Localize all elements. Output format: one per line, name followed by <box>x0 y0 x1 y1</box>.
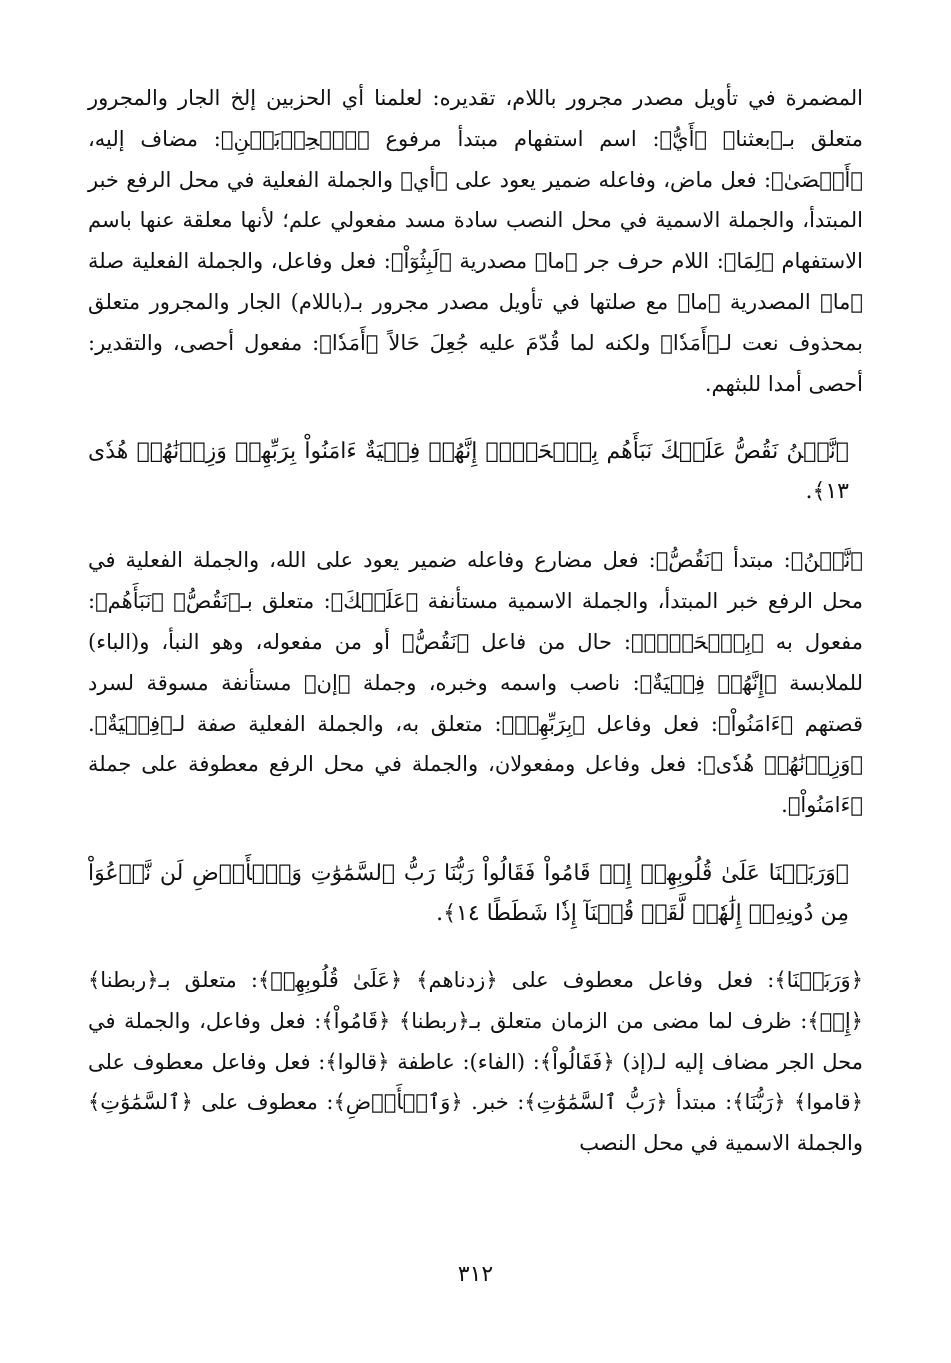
page-number: ٣١٢ <box>457 1262 494 1287</box>
quran-verse-13: ﴿نَّحۡنُ نَقُصُّ عَلَيۡكَ نَبَأَهُم بِٱلۡحَقِّۚ إِنَّهُمۡ فِتۡيَةٌ ءَامَنُواْ بِرَبِّهِمۡ وَزِدۡنَٰهُمۡ هُدٗى ١٣﴾. <box>88 439 849 505</box>
commentary-paragraph: ﴿وَرَبَطۡنَا﴾: فعل وفاعل معطوف على ﴿زدناهم﴾ ﴿عَلَىٰ قُلُوبِهِمۡ﴾: متعلق بـ﴿ربطنا﴾ ﴿إِذۡ﴾: ظرف لما مضى من الزمان متعلق بـ﴿ربطنا﴾ ﴿قَامُواْ﴾: فعل وفاعل، والجملة في محل الجر مضاف إليه لـ(إذ) ﴿فَقَالُواْ﴾: (الفاء): عاطفة ﴿قالوا﴾: فعل وفاعل معطوف على ﴿قاموا﴾ ﴿رَبُّنَا﴾: مبتدأ ﴿رَبُّ ٱلسَّمَٰوَٰتِ﴾: خبر. ﴿وَٱلۡأَرۡضِ﴾: معطوف على ﴿ٱلسَّمَٰوَٰتِ﴾ والجملة الاسمية في محل النصب <box>88 967 863 1156</box>
commentary-paragraph: المضمرة في تأويل مصدر مجرور باللام، تقديره: لعلمنا أي الحزبين إلخ الجار والمجرور متعلق بـ﴿بعثنا﴾ ﴿أَيُّ﴾: اسم استفهام مبتدأ مرفوع ﴿ٱلۡحِزۡبَيۡنِ﴾: مضاف إليه، ﴿أَحۡصَىٰ﴾: فعل ماض، وفاعله ضمير يعود على ﴿أي﴾ والجملة الفعلية في محل الرفع خبر المبتدأ، والجملة الاسمية في محل النصب سادة مسد مفعولي علم؛ لأنها معلقة عنها باسم الاستفهام ﴿لِمَا﴾: اللام حرف جر ﴿ما﴾ مصدرية ﴿لَبِثُوٓاْ﴾: فعل وفاعل، والجملة الفعلية صلة ﴿ما﴾ المصدرية ﴿ما﴾ مع صلتها في تأويل مصدر مجرور بـ(باللام) الجار والمجرور متعلق بمحذوف نعت لـ﴿أَمَدٗا﴾ ولكنه لما قُدّمَ عليه جُعِلَ حَالاً ﴿أَمَدٗا﴾: مفعول أحصى، والتقدير: أحصى أمدا للبثهم. <box>88 86 863 396</box>
commentary-paragraph: ﴿نَّحۡنُ﴾: مبتدأ ﴿نَقُصُّ﴾: فعل مضارع وفاعله ضمير يعود على الله، والجملة الفعلية في محل الرفع خبر المبتدأ، والجملة الاسمية مستأنفة ﴿عَلَيۡكَ﴾: متعلق بـ﴿نَقُصُّ﴾ ﴿نَبَأَهُم﴾: مفعول به ﴿بِٱلۡحَقِّۚ﴾: حال من فاعل ﴿نَقُصُّ﴾ أو من مفعوله، وهو النبأ، و(الباء) للملابسة ﴿إِنَّهُمۡ فِتۡيَةٌ﴾: ناصب واسمه وخبره، وجملة ﴿إن﴾ مستأنفة مسوقة لسرد قصتهم ﴿ءَامَنُواْ﴾: فعل وفاعل ﴿بِرَبِّهِمۡ﴾: متعلق به، والجملة الفعلية صفة لـ﴿فِتۡيَةٌ﴾. ﴿وَزِدۡنَٰهُمۡ هُدٗى﴾: فعل وفاعل ومفعولان، والجملة في محل الرفع معطوفة على جملة ﴿ءَامَنُواْ﴾. <box>88 548 863 818</box>
page-content <box>88 78 863 1164</box>
quran-verse-14: ﴿وَرَبَطۡنَا عَلَىٰ قُلُوبِهِمۡ إِذۡ قَامُواْ فَقَالُواْ رَبُّنَا رَبُّ ٱلسَّمَٰوَٰتِ وَٱلۡأَرۡضِ لَن نَّدۡعُوَاْ مِن دُونِهِۦٓ إِلَٰهٗاۖ لَّقَدۡ قُلۡنَآ إِذٗا شَطَطًا ١٤﴾. <box>88 860 849 926</box>
